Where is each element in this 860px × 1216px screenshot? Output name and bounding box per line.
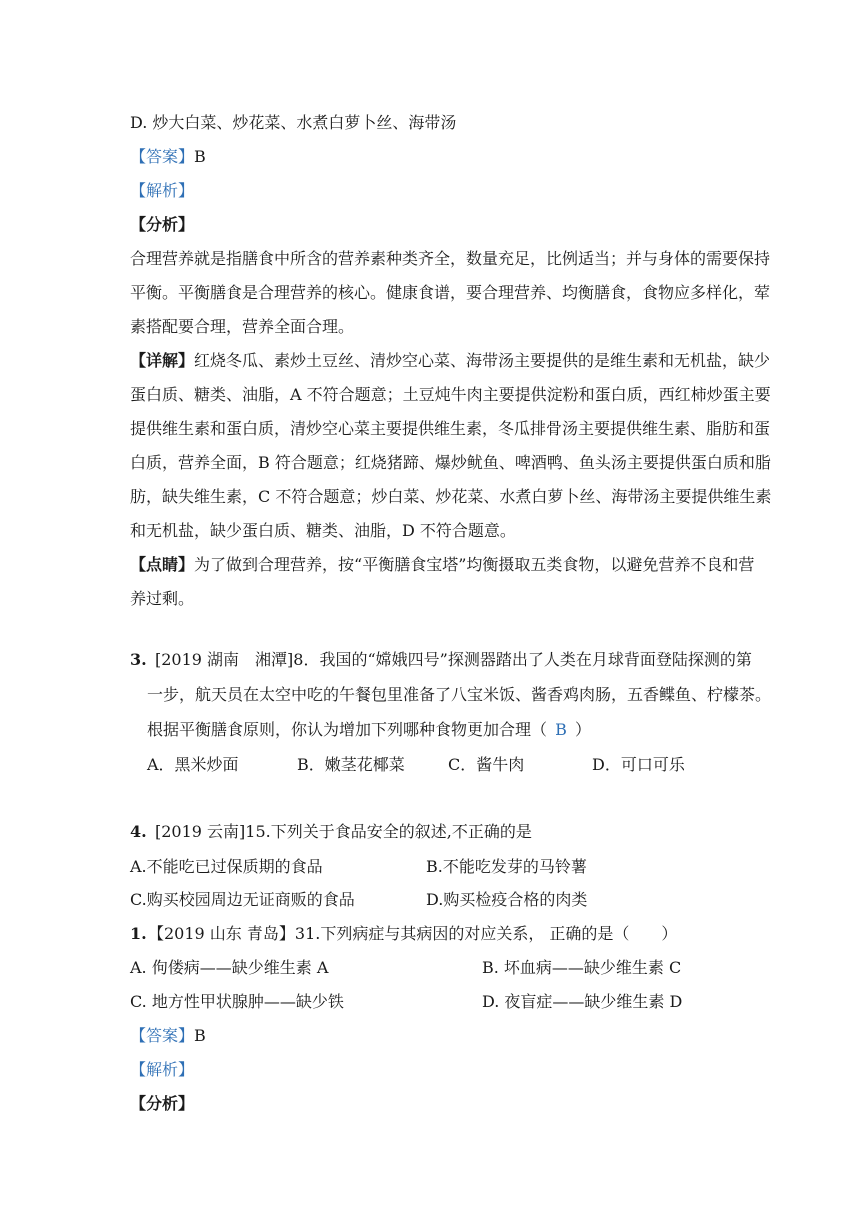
q4-line-1: [2019 云南]15.下列关于食品安全的叙述,不正确的是 [155,822,532,841]
dianjing-label: 【点睛】 [130,555,195,574]
q1-fenxi-label: 【分析】 [130,1094,195,1113]
detail-line-4: 白质，营养全面，B 符合题意；红烧猪蹄、爆炒鱿鱼、啤酒鸭、鱼头汤主要提供蛋白质和脂 [130,453,771,472]
q3-number: 3. [130,650,147,669]
q3-answer: B [555,720,567,739]
q3-paren-close: ） [575,720,592,739]
q4-option-d: D.购买检疫合格的肉类 [426,890,588,909]
q1-answer-value: B [194,1026,206,1045]
detail-line-6: 和无机盐，缺少蛋白质、糖类、油脂，D 不符合题意。 [130,521,516,540]
q1-option-d: D. 夜盲症——缺少维生素 D [482,992,683,1011]
fenxi-line-3: 素搭配要合理，营养全面合理。 [130,317,355,336]
q3-option-b: B．嫩茎花椰菜 [297,755,405,774]
detail-text-1: 红烧冬瓜、素炒土豆丝、清炒空心菜、海带汤主要提供的是维生素和无机盐，缺少 [194,351,771,370]
option-d-top: D. 炒大白菜、炒花菜、水煮白萝卜丝、海带汤 [130,113,457,132]
answer-line [130,145,206,169]
fenxi-line-1: 合理营养就是指膳食中所含的营养素种类齐全，数量充足，比例适当；并与身体的需要保持 [130,249,771,268]
q1-analysis-label: 【解析】 [130,1060,195,1079]
detail-line-3: 提供维生素和蛋白质，清炒空心菜主要提供维生素，冬瓜排骨汤主要提供维生素、脂肪和蛋 [130,419,771,438]
q3-option-c: C．酱牛肉 [448,755,525,774]
detail-line-1 [130,349,770,373]
q3-option-d: D．可口可乐 [592,755,685,774]
q3-option-a: A．黑米炒面 [147,755,239,774]
dianjing-text-1: 为了做到合理营养，按“平衡膳食宝塔”均衡摄取五类食物，以避免营养不良和营 [194,555,755,574]
q1-option-c: C. 地方性甲状腺肿——缺少铁 [130,992,344,1011]
q4-option-a: A.不能吃已过保质期的食品 [130,857,323,876]
q4-number: 4. [130,822,147,841]
detail-line-2: 蛋白质、糖类、油脂，A 不符合题意；土豆炖牛肉主要提供淀粉和蛋白质，西红柿炒蛋主要 [130,385,771,404]
analysis-label: 【解析】 [130,181,195,200]
q1-option-a: A. 佝偻病——缺少维生素 A [130,958,329,977]
dianjing-line-2: 养过剩。 [130,589,195,608]
q3-line-3 [147,718,591,742]
q1-answer-label: 【答案】 [130,1026,195,1045]
detail-line-5: 肪，缺失维生素，C 不符合题意；炒白菜、炒花菜、水煮白萝卜丝、海带汤主要提供维生素 [130,487,772,506]
q1-answer-line [130,1024,206,1048]
q4-option-c: C.购买校园周边无证商贩的食品 [130,890,355,909]
fenxi-line-2: 平衡。平衡膳食是合理营养的核心。健康食谱，要合理营养、均衡膳食，食物应多样化，荤 [130,283,771,302]
q1-number: 1. [130,924,147,943]
fenxi-label: 【分析】 [130,215,195,234]
answer-value: B [194,147,206,166]
q3-line-2: 一步，航天员在太空中吃的午餐包里准备了八宝米饭、酱香鸡肉肠，五香鲽鱼、柠檬茶。 [147,685,772,704]
q3-line-1: [2019 湖南 湘潭]8．我国的“嫦娥四号”探测器踏出了人类在月球背面登陆探测的第 [155,650,752,669]
q4-option-b: B.不能吃发芽的马铃薯 [426,857,587,876]
q1-line-1: 【2019 山东 青岛】31.下列病症与其病因的对应关系， 正确的是（ ） [148,924,678,943]
q3-stem: 根据平衡膳食原则，你认为增加下列哪种食物更加合理（ [147,720,548,739]
detail-label: 【详解】 [130,351,195,370]
answer-label: 【答案】 [130,147,195,166]
q1-option-b: B. 坏血病——缺少维生素 C [482,958,682,977]
dianjing-line-1 [130,553,754,577]
